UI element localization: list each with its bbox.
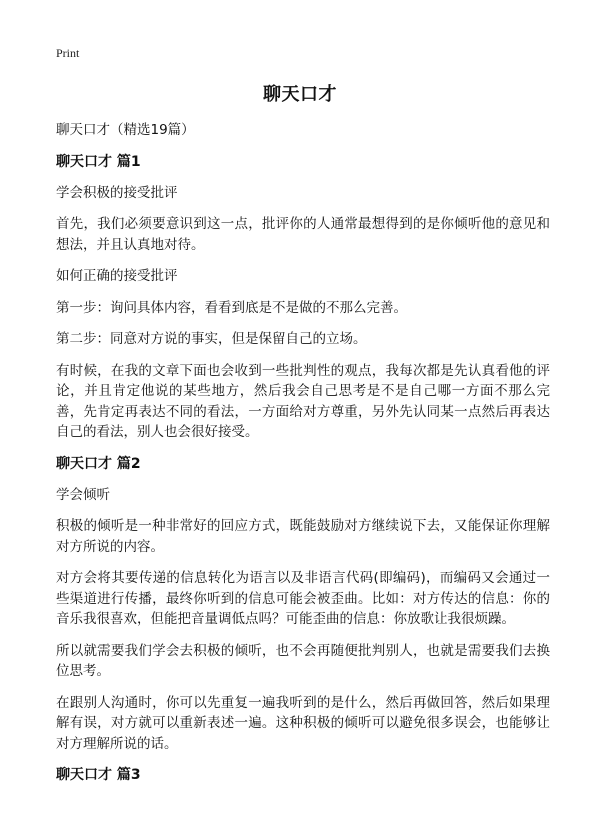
paragraph: 积极的倾听是一种非常好的回应方式，既能鼓励对方继续说下去，又能保证你理解对方所说的内容。	[56, 518, 550, 555]
paragraph: 在跟别人沟通时，你可以先重复一遍我听到的是什么，然后再做回答，然后如果理解有误，对方就可以重新表述一遍。这种积极的倾听可以避免很多误会，也能够让对方理解所说的话。	[56, 694, 550, 752]
document-body	[56, 120, 550, 796]
paragraph: 对方会将其要传递的信息转化为语言以及非语言代码(即编码)，而编码又会通过一些渠道进行传播，最终你听到的信息可能会被歪曲。比如：对方传达的信息：你的音乐我很喜欢，但能把音量调低点吗？可能歪曲的信息：你放歌让我很烦躁。	[56, 570, 550, 627]
subtitle: 聊天口才（精选19篇）	[56, 122, 195, 138]
paragraph: 如何正确的接受批评	[56, 268, 178, 284]
paragraph: 首先，我们必须要意识到这一点，批评你的人通常最想得到的是你倾听他的意见和想法，并且认真地对待。	[56, 216, 550, 253]
section-heading: 聊天口才 篇2	[56, 455, 141, 472]
paragraph: 学会倾听	[56, 486, 110, 503]
paragraph: 第一步：询问具体内容，看看到底是不是做的不那么完善。	[56, 299, 407, 316]
section-heading: 聊天口才 篇1	[56, 153, 141, 170]
page-title: 聊天口才	[263, 84, 337, 105]
paragraph: 学会积极的接受批评	[56, 184, 178, 201]
section-heading: 聊天口才 篇3	[56, 767, 141, 783]
paragraph: 有时候，在我的文章下面也会收到一些批判性的观点，我每次都是先认真看他的评论，并且肯定他说的某些地方，然后我会自己思考是不是自己哪一方面不那么完善，先肯定再表达不同的看法，一方面给对方尊重，另外先认同某一点然后再表达自己的看法，别人也会很好接受。	[56, 362, 550, 440]
print-link[interactable]: Print	[56, 46, 80, 60]
paragraph: 第二步：同意对方说的事实，但是保留自己的立场。	[56, 331, 367, 347]
paragraph: 所以就需要我们学会去积极的倾听，也不会再随便批判别人，也就是需要我们去换位思考。	[56, 642, 550, 679]
